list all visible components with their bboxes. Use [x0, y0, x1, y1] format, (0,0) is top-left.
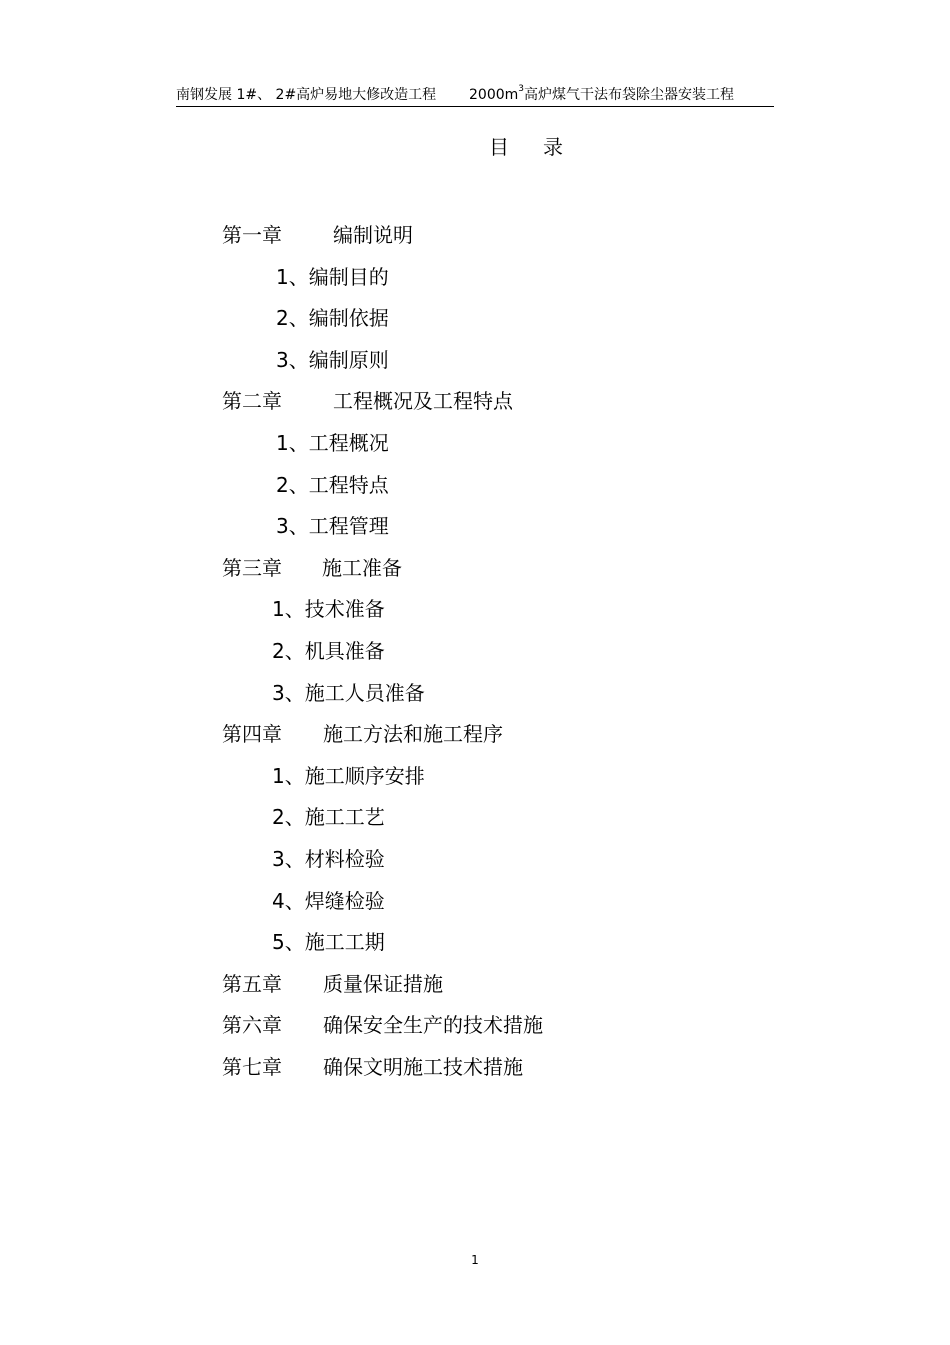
page-number: 1 [471, 1253, 479, 1267]
toc-section-item: 1、编制目的 [276, 264, 389, 289]
toc-section-item: 2、机具准备 [272, 639, 385, 663]
toc-chapter-number: 第七章 [222, 1055, 282, 1079]
toc-chapter-title: 编制说明 [333, 223, 413, 247]
toc-chapter-title: 工程概况及工程特点 [333, 389, 513, 414]
toc-section-item: 1、施工顺序安排 [272, 763, 425, 788]
toc-section-item: 3、材料检验 [272, 847, 385, 871]
toc-chapter-number: 第五章 [222, 971, 282, 996]
toc-section-item: 1、技术准备 [272, 597, 385, 622]
toc-chapter-number: 第三章 [222, 555, 282, 580]
toc-section-item: 1、工程概况 [276, 431, 389, 455]
toc-chapter-title: 质量保证措施 [323, 971, 443, 996]
toc-section-item: 3、施工人员准备 [272, 680, 425, 705]
toc-section-item: 5、施工工期 [272, 930, 385, 955]
toc-chapter-title: 施工方法和施工程序 [323, 722, 503, 747]
toc-chapter-title: 施工准备 [322, 555, 402, 580]
header-volume-exponent: 3 [518, 84, 525, 95]
header-subproject-name [469, 84, 734, 106]
toc-chapter-number: 第四章 [222, 722, 282, 747]
toc-title: 目录 [489, 135, 597, 159]
toc-chapter-title: 确保文明施工技术措施 [323, 1055, 523, 1079]
toc-section-item: 4、焊缝检验 [272, 888, 385, 913]
toc-section-item: 3、编制原则 [276, 347, 389, 372]
page-header [176, 84, 774, 107]
toc-chapter-number: 第二章 [222, 389, 282, 414]
toc-section-item: 2、编制依据 [276, 306, 389, 331]
toc-chapter-title: 确保安全生产的技术措施 [323, 1013, 543, 1038]
header-subproject-suffix: 高炉煤气干法布袋除尘器安装工程 [524, 87, 735, 103]
toc-section-item: 2、工程特点 [276, 472, 389, 497]
header-volume-prefix: 2000m [469, 87, 519, 103]
header-project-name: 南钢发展 1#、 2#高炉易地大修改造工程 [176, 87, 437, 103]
toc-section-item: 2、施工工艺 [272, 805, 385, 830]
toc-section-item: 3、工程管理 [276, 514, 389, 539]
toc-chapter-number: 第一章 [222, 223, 282, 247]
toc-chapter-number: 第六章 [222, 1013, 282, 1038]
